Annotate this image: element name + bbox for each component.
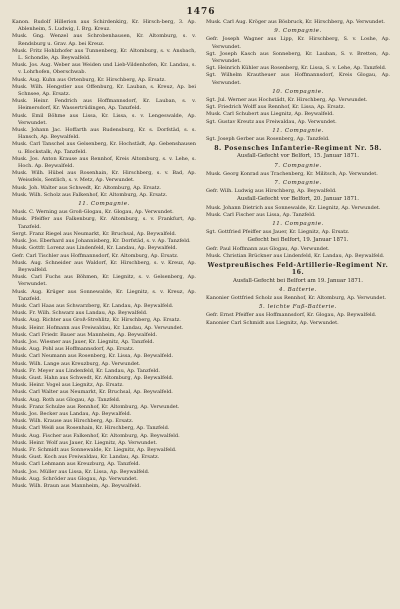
roster-entry: Musk. Jos. Becker aus Landau, Ap. Beywalfeld. xyxy=(12,410,132,417)
section-heading: 11. Compagnie. xyxy=(272,221,324,228)
roster-entry: Gefr. Ernst Pfeiffer aus Hoffmannsdorf, Kr. Glogau, Ap. Beywalfeld. xyxy=(206,312,377,319)
roster-entry: Musk. Aug. Schröder aus Glogau, Ap. Verwundet. xyxy=(12,475,138,482)
roster-entry: Musk. Aug. Krüger aus Sonnewalde, Kr. Liegnitz, s. v. Kreuz, Ap. Tanzfeld. xyxy=(12,288,196,302)
roster-entry: Musk. Aug. Richter aus Groß-Strehlitz, Kr. Hirschberg, Ap. Ersatz. xyxy=(12,317,181,324)
roster-entry: Musk. Carl Fischer aus Lissa, Ap. Tanzfeld. xyxy=(206,211,316,218)
roster-entry: Sgt. Wilhelm Krautheuer aus Hoffmannsdorf, Kreis Glogau, Ap. Verwundet. xyxy=(206,72,390,86)
roster-entry: Gefr. Paul Hoffmann aus Glogau, Ap. Verwundet. xyxy=(206,245,330,252)
roster-entry: Musk. Wilh. Lange aus Kreuzburg, Ap. Verwundet. xyxy=(12,360,141,367)
roster-entry: Sgt. Jul. Werner aus Hochstädt, Kr. Hirschberg, Ap. Verwundet. xyxy=(206,97,368,104)
roster-entry: Musk. Wilh. Krause aus Hirschberg, Ap. Ersatz. xyxy=(12,418,134,425)
roster-entry: Musk. Fr. Schmidt aus Sonnewalde, Kr. Liegnitz, Ap. Beywalfeld. xyxy=(12,446,177,453)
roster-entry: Sgt. Joseph Gerber aus Rosenberg, Ap. Tanzfeld. xyxy=(206,136,330,143)
engagement-heading: Ausfall-Gefecht bei Belfort am 19. Januar 1871. xyxy=(233,277,363,284)
section-heading: 9. Compagnie. xyxy=(274,28,322,35)
roster-entry: Musk. Franz Schulze aus Rennhof, Kr. Altomburg, Ap. Verwundet. xyxy=(12,403,180,410)
roster-entry: Musk. Fr. Wilh. Schwarz aus Landau, Ap. Beywalfeld. xyxy=(12,310,148,317)
roster-entry: Musk. Jos. Müller aus Lissa, Kr. Lissa, Ap. Beywalfeld. xyxy=(12,468,150,475)
section-heading: 5. leichte Fuß-Batterie. xyxy=(259,304,337,311)
roster-entry: Kanonier Carl Schmidt aus Liegnitz, Ap. Verwundet. xyxy=(206,319,339,326)
roster-entry: Musk. Carl Walter aus Neumarkt, Kr. Bruchsal, Ap. Beywalfeld. xyxy=(12,389,173,396)
section-heading: 4. Batterie. xyxy=(279,286,317,293)
section-heading: 7. Compagnie. xyxy=(274,162,322,169)
roster-entry: Musk. Carl Friedr. Bauer aus Mannheim, Ap. Beywalfeld. xyxy=(12,331,158,338)
roster-entry: Musk. Carl Neumann aus Rosenberg, Kr. Lissa, Ap. Beywalfeld. xyxy=(12,353,174,360)
section-heading: 11. Compagnie. xyxy=(272,127,324,134)
roster-entry: Musk. Jos. Wiesner aus Jauer, Kr. Liegnitz, Ap. Tanzfeld. xyxy=(12,338,155,345)
roster-entry: Musk. Fr. Meyer aus Lindenfeld, Kr. Landau, Ap. Tanzfeld. xyxy=(12,367,160,374)
roster-entry: Sgt. Gustav Kreutz aus Freiwaldau, Ap. Verwundet. xyxy=(206,118,337,125)
left-column xyxy=(12,19,196,605)
columns xyxy=(12,19,390,605)
roster-entry: Musk. Wilh. Hengstler aus Offenburg, Kr. Lauban, s. Kreuz, Ap. bei Schnsee, Ap. Ersatz. xyxy=(12,83,196,98)
roster-entry: Sgt. Friedrich Wolff aus Rennhof, Kr. Lissa, Ap. Ersatz. xyxy=(206,104,345,111)
roster-entry: Sgt. Gottfried Pfeiffer aus Jauer, Kr. Liegnitz, Ap. Ersatz. xyxy=(206,229,350,236)
roster-entry: Musk. Heinr. Hofmann aus Freiwaldau, Kr. Landau, Ap. Verwundet. xyxy=(12,324,184,331)
roster-entry: Kanonier Gottfried Scholz aus Rennhof, Kr. Altomburg, Ap. Verwundet. xyxy=(206,294,387,301)
right-column xyxy=(206,19,390,605)
roster-entry: Musk. Christian Brückner aus Lindenfeld, Kr. Landau, Ap. Beywalfeld. xyxy=(206,252,385,259)
roster-entry: Musk. Jos. Eberhard aus Johannisberg, Kr. Dorfstäd, s. v. Ap. Tanzfeld. xyxy=(12,238,191,245)
roster-entry: Musk. Gust. Hahn aus Schwedt, Kr. Altomburg, Ap. Beywalfeld. xyxy=(12,374,174,381)
roster-entry: Musk. Carl Haas aus Schwarzberg, Kr. Landau, Ap. Beywalfeld. xyxy=(12,302,174,309)
roster-entry: Musk. Gust. Koch aus Freiwaldau, Kr. Landau, Ap. Ersatz. xyxy=(12,454,160,461)
roster-entry: Musk. Wilh. Braun aus Mannheim, Ap. Beywalfeld. xyxy=(12,483,141,489)
roster-entry: Musk. Johann Jac. Hoffarth aus Rudensburg, Kr. s. Dorfstäd, s. s. Hansch, Ap. Beywalfeld. xyxy=(12,127,196,141)
roster-entry: Gefr. Joseph Wagner aus Lipp, Kr. Hirschberg, S. v. Loshe, Ap. Verwundet. xyxy=(206,36,390,50)
roster-entry: Musk. Heinr. Wolf aus Jauer, Kr. Liegnitz, Ap. Verwundet. xyxy=(12,439,158,446)
roster-entry: Musk. Johann Dietrich aus Sonnewalde, Kr. Liegnitz, Ap. Verwundet. xyxy=(206,204,381,211)
roster-entry: Musk. Carl Schubert aus Liegnitz, Ap. Beywalfeld. xyxy=(206,111,334,118)
section-heading: 7. Compagnie. xyxy=(274,180,322,187)
roster-entry: Musk. Georg Konrad aus Trachenberg, Kr. Militsch, Ap. Verwundet. xyxy=(206,170,378,177)
section-heading: 10. Compagnie. xyxy=(272,88,324,95)
roster-entry: Musk. Aug. Roth aus Glogau, Ap. Tanzfeld. xyxy=(12,396,121,403)
engagement-heading: Ausfall-Gefecht vor Belfort, 15. Januar 1871. xyxy=(236,153,360,160)
roster-entry: Musk. Aug. Pohl aus Hoffmannsdorf, Ap. Ersatz. xyxy=(12,346,135,353)
roster-entry: Musk. Carl Tanschel aus Gelsenberg, Kr. Hochstädt, Ap. Gebenshausen u. Blockstalk, Ap. Tanzfeld. xyxy=(12,141,196,155)
roster-entry: Musk. C. Werning aus Groß-Glogau, Kr. Glogau, Ap. Verwundet. xyxy=(12,209,174,216)
roster-entry: Musk. Joh. Walter aus Schwedt, Kr. Altomburg, Ap. Ersatz. xyxy=(12,184,161,191)
roster-entry: Musk. Carl Aug. Kröger aus Bösbruck, Kr. Hirschberg, Ap. Verwundet. xyxy=(206,19,386,25)
roster-entry: Musk. Jos. Anton Krause aus Rennhof, Kreis Altomburg, s. v. Lehe, s. Hoch. Ap. Beywalfeld. xyxy=(12,155,196,170)
page-number: 1476 xyxy=(186,7,216,17)
section-heading: 11. Compagnie. xyxy=(78,201,130,208)
roster-entry: Musk. Aug. Fischer aus Falkenhof, Kr. Altomburg, Ap. Beywalfeld. xyxy=(12,432,180,439)
roster-entry: Musk. Jos. Aug. Weber aus Weiden und Lieb-Vildenhofen, Kr. Landau, s. v. Lohrhofen, Oberschwab. xyxy=(12,62,196,76)
roster-entry: Sgt. Joseph Kasch aus Sonneberg, Kr. Lauban, S. v. Bretten, Ap. Verwundet. xyxy=(206,50,390,65)
roster-entry: Sergt. Franz Riegel aus Neumarkt, Kr. Bruchsal, Ap. Beywalfeld. xyxy=(12,230,177,237)
roster-entry: Musk. Carl Fuchs aus Böhmen, Kr. Liegnitz, s. v. Gelsenberg, Ap. Verwundet. xyxy=(12,274,196,288)
regiment-heading: Westpreußisches Feld-Artillerie-Regiment Nr. 16. xyxy=(207,262,389,277)
roster-entry: Musk. Fritz Hohlzhofer aus Tunnenberg, Kr. Altomburg, s. v. Ansbach, L. Schondle, Ap. Beywalfeld. xyxy=(12,47,196,62)
roster-entry: Gefr. Wilh. Ludwig aus Hirschberg, Ap. Beywalfeld. xyxy=(206,188,337,195)
roster-entry: Musk. Carl Lehmann aus Kreuzburg, Ap. Tanzfeld. xyxy=(12,461,141,468)
roster-entry: Musk. Aug. Kuhn aus Ortenburg, Kr. Hirschberg, Ap. Ersatz. xyxy=(12,76,166,83)
roster-entry: Gefr. Carl Tischler aus Hoffmannsdorf, Kr. Altomburg, Ap. Ersatz. xyxy=(12,252,179,259)
roster-entry: Musk. Pfeiffer aus Falkenburg, Kr. Altomburg, s. v. Frankfurt, Ap. Tanzfeld. xyxy=(12,216,196,230)
roster-entry: Musk. Emil Böhme aus Lissa, Kr. Lissa, s. v. Lengeswalde, Ap. Verwundet. xyxy=(12,112,196,126)
roster-entry: Musk. Carl Weiß aus Rosenhain, Kr. Hirschberg, Ap. Tanzfeld. xyxy=(12,425,170,432)
roster-entry: Musk. Gng. Wenzel aus Schrobenhausen, Kr. Altomburg, s. v. Rendsburg u. Grav. Ap. bei Kreuz. xyxy=(12,33,196,47)
regiment-heading: 8. Posensches Infanterie-Regiment Nr. 58. xyxy=(214,145,382,153)
roster-entry: Sgt. Heinrich Kühler aus Rosenberg, Kr. Lissa, S. v. Lehe, Ap. Tanzfeld. xyxy=(206,65,387,72)
roster-entry: Musk. Wilh. Hübel aus Rosenhain, Kr. Hirschberg, s. v. Bad, Ap. Weissfels, Sentlich, s. v. Metz, Ap. Verwundet. xyxy=(12,170,196,184)
roster-entry: Musk. Gottfr. Lorenz aus Lindenfeld, Kr. Landau, Ap. Beywalfeld. xyxy=(12,245,178,252)
engagement-heading: Ausfall-Gefecht vor Belfort, 20. Januar 1871. xyxy=(236,196,360,203)
roster-entry: Kanon. Rudolf Hillerion aus Schirdenkirg, Kr. Hirsch-berg, 3. Ap. Ablenheim, 5. Ludwig, I. Brg. Kreuz. xyxy=(12,19,196,33)
roster-entry: Musk. Aug. Schneider aus Waldorf, Kr. Hirschberg, s. v. Kreuz, Ap. Beywalfeld. xyxy=(12,259,196,273)
roster-entry: Musk. Wilh. Scholz aus Falkenhof, Kr. Altomburg, Ap. Ersatz. xyxy=(12,191,168,198)
roster-entry: Musk. Heinr. Fendrich aus Hoffmannsdorf, Kr. Lauban, s. v. Heimersdorf, Kr. Wassertrüdingen, Ap. Tanzfeld. xyxy=(12,98,196,112)
roster-entry: Musk. Heinr. Vogel aus Liegnitz, Ap. Ersatz. xyxy=(12,382,124,389)
engagement-heading: Gefecht bei Belfort, 19. Januar 1871. xyxy=(247,237,349,244)
